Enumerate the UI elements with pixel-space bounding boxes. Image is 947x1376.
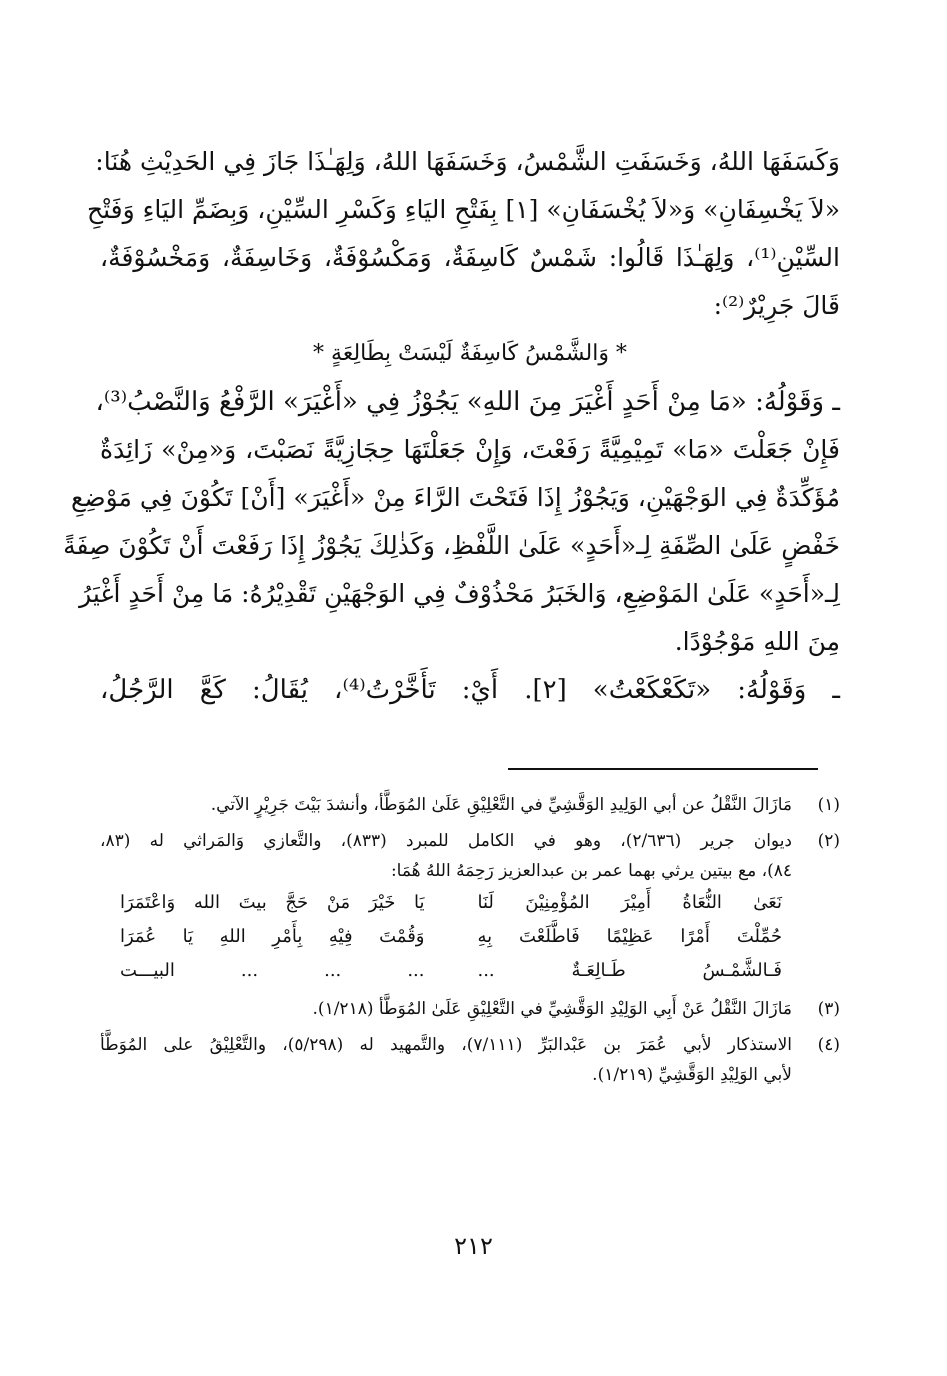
footnote-number: (٤) (817, 1035, 840, 1055)
footnote-number: (٣) (817, 999, 840, 1019)
footnote-line: مَازَالَ النَّقْلُ عن أبي الوَلِيدِ الوَقَّشِيِّ في التَّعْلِيْقِ عَلَىٰ المُوَطَّأ، وأنشدَ بَيْتَ جَرِيْرٍ الآتي. (210, 795, 792, 815)
poem-verse (100, 920, 792, 954)
text-line: ـ وَقَوْلُهُ: «مَا مِنْ أَحَدٍ أَغْيَرَ مِنَ اللهِ» يَجُوْزُ فِي «أَغْيَرَ» الرَّفْعُ وَالنَّصْبُ⁽³⁾، (95, 387, 840, 417)
footnote-1 (100, 790, 840, 820)
text-line: قَالَ جَرِيْرٌ⁽²⁾: (713, 291, 840, 320)
verse-quote: * وَالشَّمْسُ كَاسِفَةٌ لَيْسَتْ بِطَالِعَةٍ * (313, 341, 627, 366)
footnote-4 (100, 1030, 840, 1090)
verse-second-hemistich: وَقُمْتَ فِيْهِ بِأَمْرِ اللهِ يَا عُمَرَا (120, 926, 425, 947)
footnote-line: مَازَالَ النَّقْلُ عَنْ أَبِي الوَلِيْدِ الوَقَّشِيِّ في التَّعْلِيْقِ عَلَىٰ المُوَطَّأ (١/٢١٨). (312, 999, 792, 1019)
footnote-separator (508, 768, 818, 770)
footnote-line: ديوان جرير (٢/٦٣٦)، وهو في الكامل للمبرد (٨٣٣)، والتَّعازي وَالمَراثي له (٨٣، (100, 831, 793, 851)
verse-second-hemistich: ... ... ... البيـــت (120, 960, 425, 981)
poem-verse (100, 886, 792, 920)
verse-first-hemistich: حُمِّلْتَ أَمْرًا عَظِيْمًا فَاطَّلَعْتَ بِهِ (477, 926, 782, 947)
footnote-number: (٢) (817, 831, 840, 851)
main-text (63, 138, 840, 714)
verse-first-hemistich: نَعَىٰ النُّعَاةُ أَمِيْرَ المُؤْمِنِيْنَ لَنَا (477, 892, 782, 913)
text-line: خَفْضٍ عَلَىٰ الصِّفَةِ لِـ«أَحَدٍ» عَلَىٰ اللَّفْظِ، وَكَذٰلِكَ يَجُوْزُ إِذَا رَفَعْتَ أَنْ تَكُوْنَ صِفَةً (63, 531, 840, 560)
footnote-line: الاستذكار لأبي عُمَرَ بن عَبْدالبَرِّ (٧/١١١)، والتَّمهيد له (٥/٢٩٨)، والتَّعْلِيْقُ على المُوَطَّأ (100, 1035, 792, 1055)
text-line: فَإِنْ جَعَلْتَ «مَا» تَمِيْمِيَّةً رَفَعْتَ، وَإِنْ جَعَلْتَهَا حِجَازِيَّةً نَصَبْتَ، وَ«مِنْ» زَائِدَةٌ (100, 435, 840, 464)
poem-verse (100, 954, 792, 988)
footnote-2 (100, 826, 840, 988)
text-line: مُؤَكِّدَةٌ فِي الوَجْهَيْنِ، وَيَجُوْزُ إِذَا فَتَحْتَ الرَّاءَ مِنْ «أَغْيَرَ» [أَنْ] تَكُوْنَ فِي مَوْضِعِ (71, 483, 840, 512)
page-number: ٢١٢ (454, 1232, 493, 1260)
text-line: وَكَسَفَهَا اللهُ، وَخَسَفَتِ الشَّمْسُ، وَخَسَفَهَا اللهُ، وَلِهَـٰذَا جَازَ فِي الحَدِيْثِ هُنَا: (95, 147, 840, 176)
text-line: «لاَ يَخْسِفَانِ» وَ«لاَ يُخْسَفَانِ» [١] بِفَتْحِ اليَاءِ وَكَسْرِ السِّيْنِ، وَبِضَمِّ اليَاءِ وَفَتْحِ (86, 195, 840, 224)
text-line: مِنَ اللهِ مَوْجُوْدًا. (674, 627, 840, 656)
footnote-3 (100, 994, 840, 1024)
text-line: لِـ«أَحَدٍ» عَلَىٰ المَوْضِعِ، وَالخَبَرُ مَحْذُوْفٌ فِي الوَجْهَيْنِ تَقْدِيْرُهُ: مَا مِنْ أَحَدٍ أَغْيَرُ (79, 579, 840, 608)
text-line: السِّيْنِ⁽¹⁾، وَلِهَـٰذَا قَالُوا: شَمْسٌ كَاسِفَةٌ، وَمَكْسُوْفَةٌ، وَخَاسِفَةٌ، وَمَخْسُوْفَةٌ، (100, 243, 840, 272)
footnote-line: لأبي الوَلِيْدِ الوَقَّشِيِّ (١/٢١٩). (592, 1065, 792, 1085)
footnote-line: ٨٤)، مع بيتين يرثي بهما عمر بن عبدالعزيز رَحِمَهُ اللهُ هُمَا: (390, 861, 792, 881)
verse-first-hemistich: فَـالشَّمْـسُ طَـالِعَـةٌ ... (477, 960, 782, 981)
text-line: ـ وَقَوْلُهُ: «تَكَعْكَعْتُ» [٢]. أَيْ: تَأَخَّرْتُ⁽⁴⁾، يُقَالُ: كَعَّ الرَّجُلُ، (100, 675, 840, 705)
footnote-number: (١) (817, 795, 840, 815)
footnotes (100, 790, 840, 1096)
verse-second-hemistich: يَا خَيْرَ مَنْ حَجَّ بيتَ الله وَاعْتَمَرَا (120, 892, 425, 913)
